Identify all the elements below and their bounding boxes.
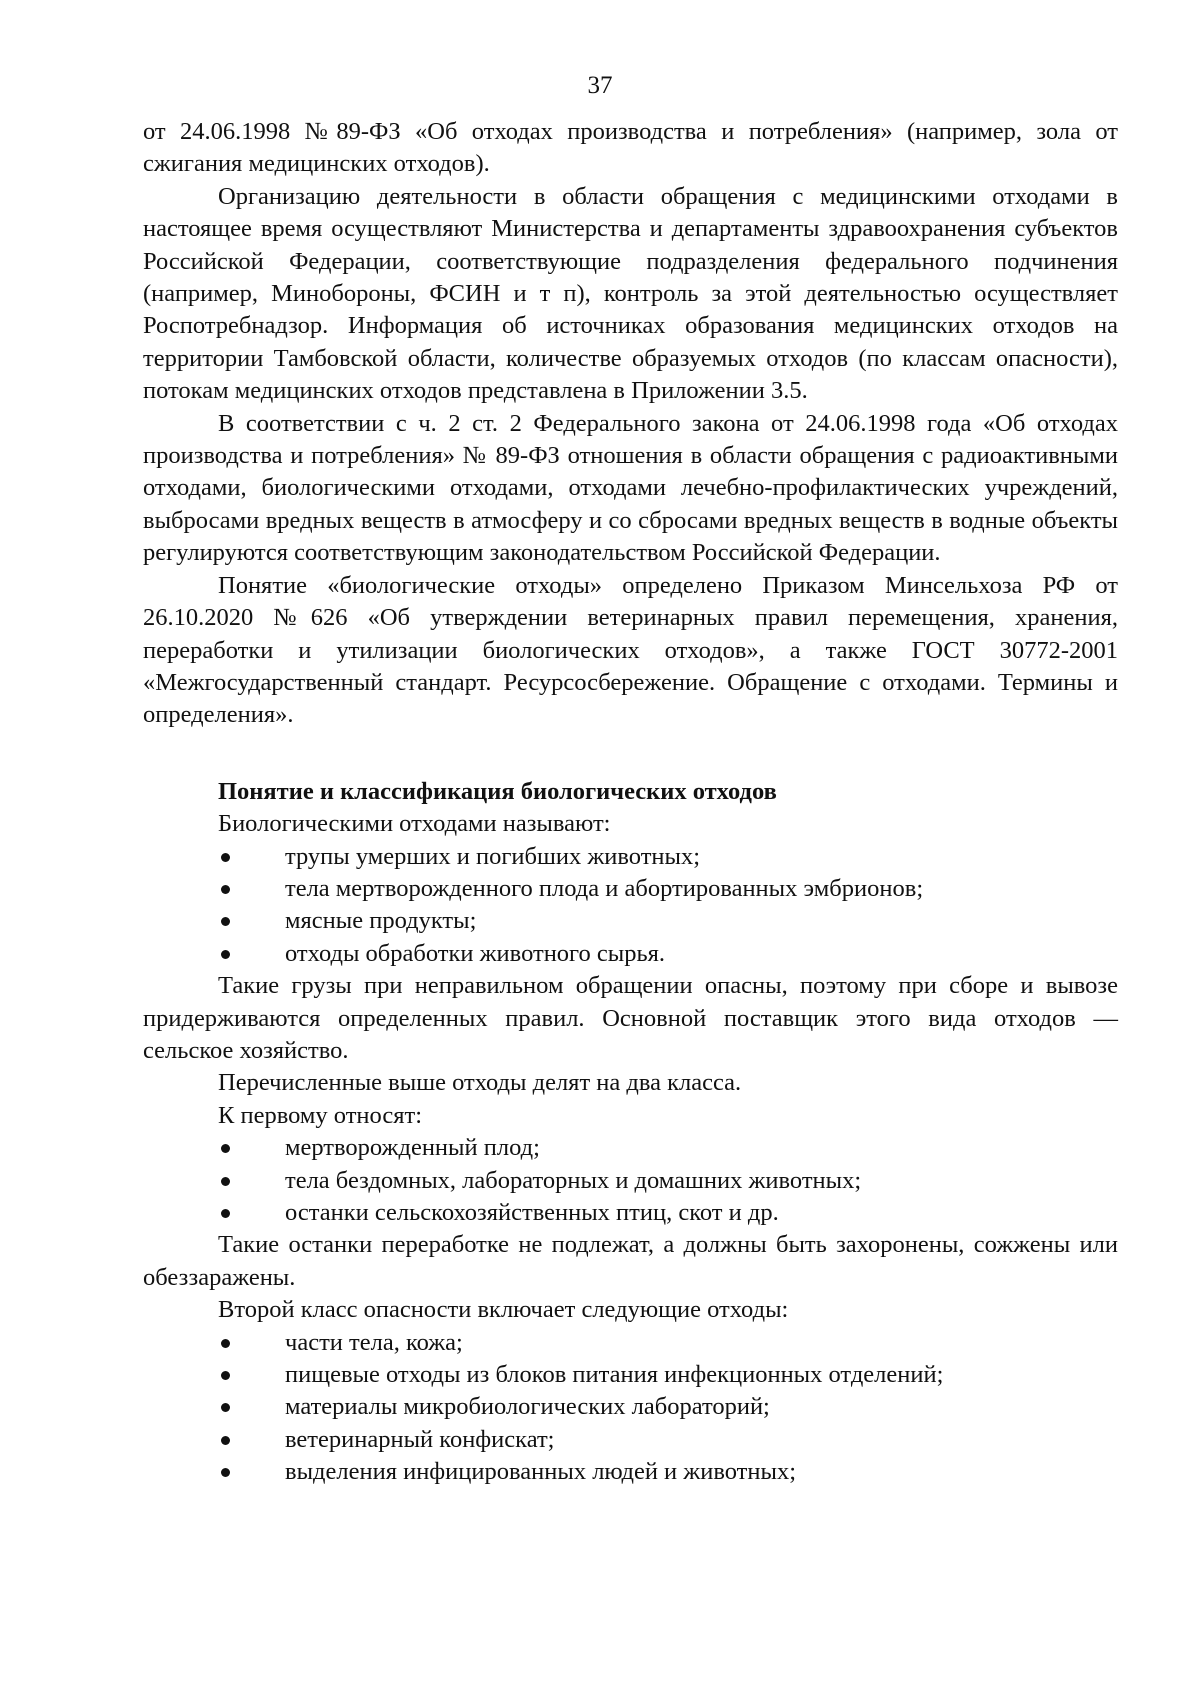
second-class-list	[143, 1327, 1118, 1489]
bullet-icon	[221, 853, 230, 862]
list-item	[143, 1391, 1118, 1423]
bullet-icon	[221, 1468, 230, 1477]
section-intro: Биологическими отходами называют:	[218, 810, 611, 838]
first-class-list	[143, 1132, 1118, 1229]
paragraph-definition: Понятие «биологические отходы» определено Приказом Минсельхоза РФ от 26.10.2020 №626 «Об утверждении ветеринарных правил перемещения, хранения, переработки и утилизации биологических отходов», а также ГОСТ 30772-2001 «Межгосударственный стандарт. Ресурсосбережение. Обращение с отходами. Термины и определения».	[143, 571, 1118, 729]
list-item-text: пищевые отходы из блоков питания инфекционных отделений;	[285, 1361, 944, 1389]
list-item-text: останки сельскохозяйственных птиц, скот и др.	[285, 1199, 779, 1226]
list-item-text: тела бездомных, лабораторных и домашних животных;	[285, 1166, 862, 1194]
list-item	[143, 1132, 1118, 1164]
list-item-text: мертворожденный плод;	[285, 1134, 540, 1162]
list-item-text: ветеринарный конфискат;	[285, 1425, 555, 1453]
list-item	[143, 1456, 1118, 1488]
list-item-text: части тела, кожа;	[285, 1328, 463, 1356]
bio-waste-list	[143, 841, 1118, 971]
list-item-text: мясные продукты;	[285, 907, 477, 935]
list-item-text: отходы обработки животного сырья.	[285, 939, 666, 967]
list-item	[143, 841, 1118, 873]
section-heading: Понятие и классификация биологических отходов	[218, 777, 777, 805]
paragraph-legal-basis: В соответствии с ч. 2 ст. 2 Федерального закона от 24.06.1998 года «Об отходах производства и потребления» № 89-ФЗ отношения в области обращения с радиоактивными отходами, биологическими отходами, отходами лечебно-профилактических учреждений, выбросами вредных веществ в атмосферу и со сбросами вредных веществ в водные объекты регулируются соответствующим законодательством Российской Федерации.	[143, 409, 1118, 567]
bullet-icon	[221, 950, 230, 959]
page-number: 37	[587, 72, 613, 99]
document-body	[143, 116, 1118, 1489]
bullet-icon	[221, 1177, 230, 1186]
bullet-icon	[221, 1403, 230, 1412]
list-item	[143, 938, 1118, 970]
bullet-icon	[221, 1339, 230, 1348]
paragraph-organization: Организацию деятельности в области обращения с медицинскими отходами в настоящее время осуществляют Министерства и департаменты здравоохранения субъектов Российской Федерации, соответствующие подразделения федерального подчинения (например, Минобороны, ФСИН и т п), контроль за этой деятельностью осуществляет Роспотребнадзор. Информация об источниках образования медицинских отходов на территории Тамбовской области, количестве образуемых отходов (по классам опасности), потокам медицинских отходов представлена в Приложении 3.5.	[143, 182, 1118, 405]
paragraph-disposal: Такие останки переработке не подлежат, а должны быть захоронены, сожжены или обеззаражены.	[143, 1231, 1118, 1291]
bullet-icon	[221, 917, 230, 926]
list-item	[143, 1424, 1118, 1456]
list-item	[143, 1197, 1118, 1229]
list-item	[143, 873, 1118, 905]
two-classes-text: Перечисленные выше отходы делят на два класса.	[218, 1069, 742, 1097]
second-class-intro: Второй класс опасности включает следующие отходы:	[218, 1296, 789, 1324]
list-item	[143, 1359, 1118, 1391]
paragraph-continuation: от 24.06.1998 №89-ФЗ «Об отходах производства и потребления» (например, зола от сжигания медицинских отходов).	[143, 118, 1118, 178]
list-item-text: тела мертворожденного плода и абортированных эмбрионов;	[285, 874, 924, 902]
bullet-icon	[221, 885, 230, 894]
bullet-icon	[221, 1144, 230, 1153]
list-item	[143, 905, 1118, 937]
bullet-icon	[221, 1436, 230, 1445]
first-class-intro: К первому относят:	[218, 1101, 423, 1129]
bullet-icon	[221, 1371, 230, 1380]
list-item-text: материалы микробиологических лабораторий;	[285, 1393, 770, 1421]
list-item	[143, 1165, 1118, 1197]
list-item-text: трупы умерших и погибших животных;	[285, 842, 701, 870]
paragraph-handling: Такие грузы при неправильном обращении опасны, поэтому при сборе и вывозе придерживаются определенных правил. Основной поставщик этого вида отходов — сельское хозяйство.	[143, 972, 1118, 1064]
list-item	[143, 1327, 1118, 1359]
bullet-icon	[221, 1209, 230, 1218]
list-item-text: выделения инфицированных людей и животных;	[285, 1458, 796, 1486]
